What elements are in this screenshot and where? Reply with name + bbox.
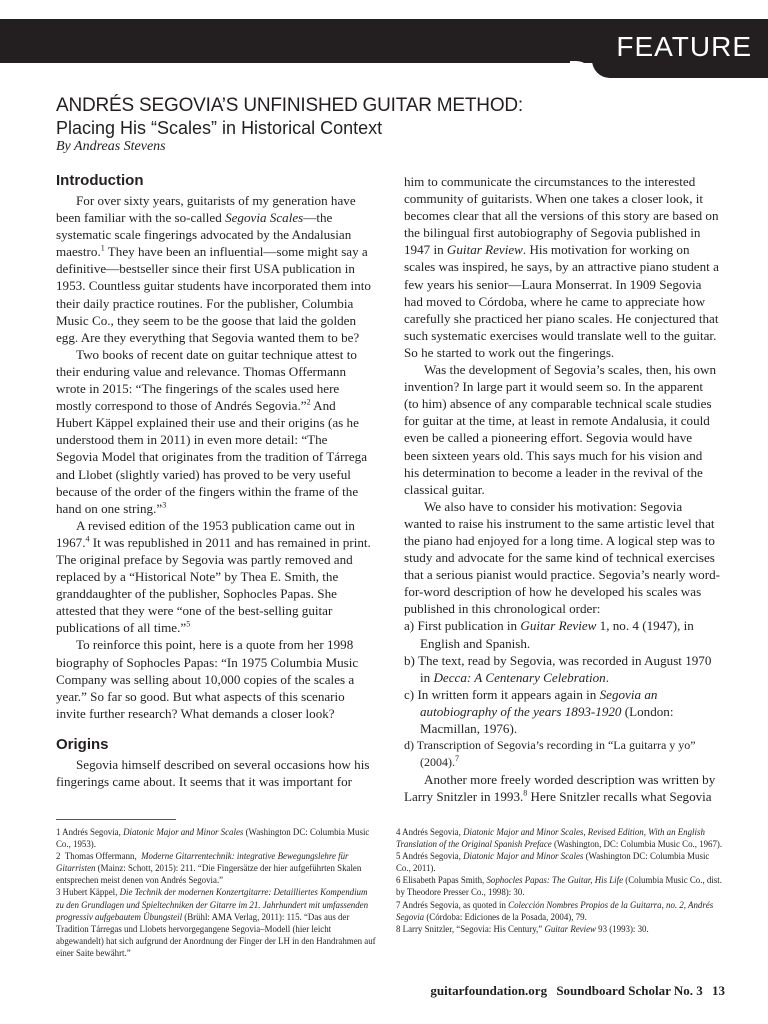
paragraph: We also have to consider his motivation: Segovia wanted to raise his instrument to the same artistic level that the piano had enjoyed for a long time. A logical step was to study and advocate for the same kind of technical exercises that a serious pianist would practice. Segovia’s nearly word-for-word description of how he developed his scales was published in this chronological order: xyxy=(404,498,720,617)
list-item: c) In written form it appears again in Segovia an autobiography of the years 1893-1920 (London: Macmillan, 1976). xyxy=(404,686,674,736)
footnote: 1 Andrés Segovia, Diatonic Major and Minor Scales (Washington DC: Columbia Music Co., 1953). xyxy=(56,827,370,850)
paragraph: To reinforce this point, here is a quote from her 1998 biography of Sophocles Papas: “In 1975 Columbia Music Company was selling about 10,000 copies of the scales a year.” So far so good. But what aspects of this scenario invite further research? What demands a closer look? xyxy=(56,637,359,721)
paragraph: For over sixty years, guitarists of my generation have been familiar with the so-called Segovia Scales—the systematic scale fingerings advocated by the Andalusian maestro.$^1$ They have been an influential—some might say a definitive—bestseller since their first USA publication in 1953. Countless guitar students have incorporated them into their daily practice routines. For the publisher, Columbia Music Co., they seem to be the goose that laid the golden egg. Are they everything that Segovia wanted them to be? xyxy=(56,193,371,345)
article-subtitle: Placing His “Scales” in Historical Context xyxy=(56,118,383,138)
section-label: FEATURE xyxy=(616,31,752,62)
right-column xyxy=(404,173,720,805)
footnote: 8 Larry Snitzler, “Segovia: His Century,” Guitar Review 93 (1993): 30. xyxy=(396,923,649,934)
footnote: 7 Andrés Segovia, as quoted in Colección Nombres Propios de la Guitarra, no. 2, Andrés Segovia (Córdoba: Ediciones de la Posada, 2004), 79. xyxy=(396,899,714,922)
footnote: 2 Thomas Offermann, Moderne Gitarrentechnik: integrative Bewegungslehre für Gitarristen (Mainz: Schott, 2015): 211. “Die Fingersätze der hier aufgeführten Skalen entsprechen meist denen von Andrés Segovia.” xyxy=(56,851,362,886)
footnote: 4 Andrés Segovia, Diatonic Major and Minor Scales, Revised Edition, With an English Translation of the Original Spanish Preface (Washington, DC: Columbia Music Co., 1967). xyxy=(396,827,723,850)
footnotes-right xyxy=(396,826,726,935)
paragraph: Two books of recent date on guitar technique attest to their enduring value and relevance. Thomas Offermann wrote in 2015: “The fingerings of the scales used here mostly correspond to those of Andrés Segovia.”$^2$ And Hubert Käppel explained their use and their origins (as he understood them in 2011) in even more detail: “The Segovia Model that originates from the tradition of Tárrega and Llobet (slightly varied) has proved to be very useful because of the order of the fingers within the frame of the hand on one string.”$^3$ xyxy=(56,346,368,516)
footer-site: guitarfoundation.org xyxy=(430,983,548,998)
paragraph: Another more freely worded description was written by Larry Snitzler in 1993.$^8$ Here Snitzler recalls what Segovia xyxy=(404,772,716,805)
list-item: b) The text, read by Segovia, was recorded in August 1970 in Decca: A Centenary Celebration. xyxy=(404,652,712,685)
paragraph: Was the development of Segovia’s scales, then, his own invention? In large part it would seem so. In the apparent (to him) absence of any comparable technical scale studies for guitar at the time, at least in remote Andalusia, it could even be called a pioneering effort. Segovia would have been sixteen years old. This says much for his vision and his determination to become a leader in the revival of the classical guitar. xyxy=(404,362,717,497)
list-item: d) Transcription of Segovia’s recording in “La guitarra y yo” (2004).$^7$ xyxy=(404,738,696,770)
list-item: a) First publication in Guitar Review 1, no. 4 (1947), in English and Spanish. xyxy=(404,618,694,651)
paragraph: him to communicate the circumstances to the interested community of guitarists. When one takes a closer look, it becomes clear that all the versions of this story are based on the bilingual first autobiography of Segovia published in 1947 in Guitar Review. His motivation for working on scales was inspired, he says, by an attractive piano student a few years his senior—Laura Monserrat. In 1909 Segovia had moved to Córdoba, where he came to appreciate how carefully she practiced her piano scales. He conjectured that such systematic exercises would translate well to the guitar. So he started to work out the fingerings. xyxy=(404,174,719,360)
footnote: 5 Andrés Segovia, Diatonic Major and Minor Scales (Washington DC: Columbia Music Co., 2011). xyxy=(396,851,710,874)
paragraph: Segovia himself described on several occasions how his fingerings came about. It seems that it was important for xyxy=(56,756,370,789)
paragraph: A revised edition of the 1953 publication came out in 1967.$^4$ It was republished in 2011 and has remained in print. The original preface by Segovia was partly removed and replaced by a “Historical Note” by Thea E. Smith, the granddaughter of the publisher, Sophocles Papas. She attested that they were “one of the best-selling guitar publications of all time.”$^5$ xyxy=(56,517,371,636)
footer-publication: Soundboard Scholar No. 3 xyxy=(556,983,703,998)
article-byline: By Andreas Stevens xyxy=(56,139,166,154)
article-title: ANDRÉS SEGOVIA’S UNFINISHED GUITAR METHOD: xyxy=(56,95,523,116)
footnotes-left xyxy=(56,826,376,959)
footnote: 3 Hubert Käppel, Die Technik der modernen Konzertgitarre: Detailliertes Kompendium zu den Grundlagen und Spieltechniken der Gitarre im 21. Jahrhundert mit umfassenden progressiv aufgebautem Übungsteil (Brühl: AMA Verlag, 2011): 115. “Das aus der Tradition Tárregas und Llobets hervorgegangene Segovia–Modell (hier leicht abgewandelt) hat sich aufgrund der Anordnung der Finger der LH in den Handrahmen auf einer Saite bewährt.” xyxy=(56,887,376,958)
heading-introduction: Introduction xyxy=(56,172,144,189)
footnote-rule xyxy=(56,819,176,820)
left-column xyxy=(56,170,372,790)
heading-origins: Origins xyxy=(56,735,109,753)
header-tab-curve xyxy=(570,61,594,79)
page-number: 13 xyxy=(712,983,725,998)
page-footer xyxy=(424,983,725,999)
footnote: 6 Elisabeth Papas Smith, Sophocles Papas: The Guitar, His Life (Columbia Music Co., dist. by Theodore Presser Co., 1998): 30. xyxy=(396,875,722,898)
